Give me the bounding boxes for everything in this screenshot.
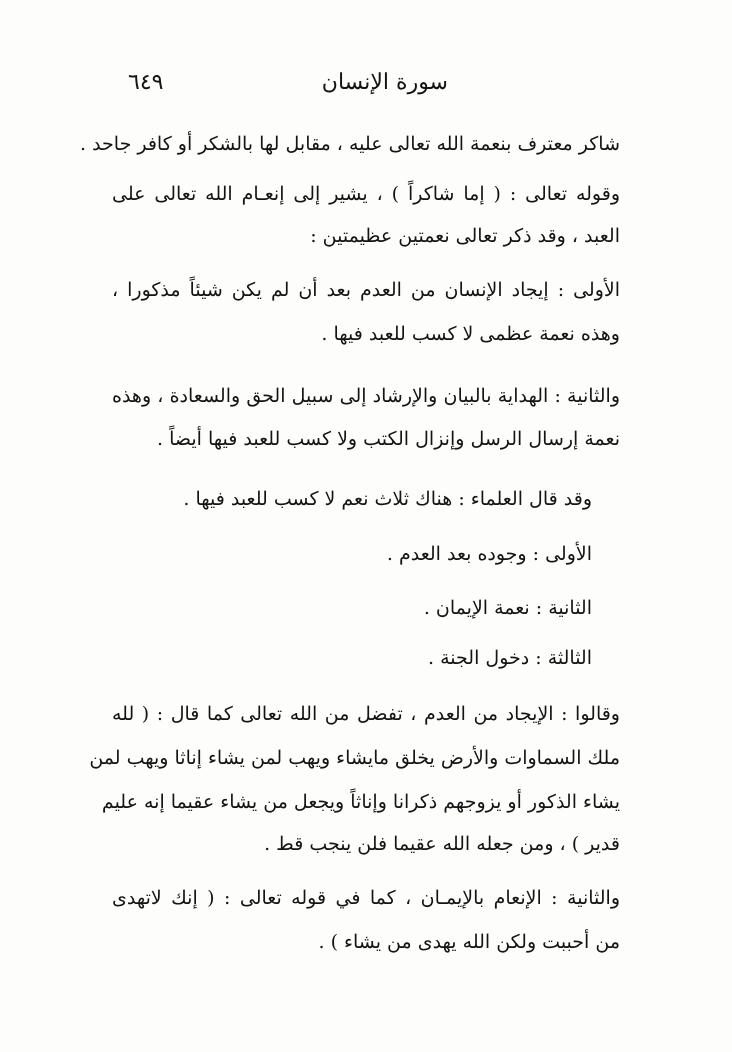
text-line-6: والثانية : الهداية بالبيان والإرشاد إلى سبيل الحق والسعادة ، وهذه: [112, 385, 620, 407]
text-line-14: يشاء الذكور أو يزوجهم ذكرانا وإناثاً ويجعل من يشاء عقيما إنه عليم: [101, 791, 620, 813]
list-item-first: الأولى : وجوده بعد العدم .: [386, 543, 592, 565]
text-line-17: من أحببت ولكن الله يهدى من يشاء ) .: [318, 931, 620, 953]
surah-title: سورة الإنسان: [321, 70, 448, 95]
text-line-13: ملك السماوات والأرض يخلق مايشاء ويهب لمن يشاء إناثا ويهب لمن: [89, 747, 620, 769]
text-line-3: العبد ، وقد ذكر تعالى نعمتين عظيمتين :: [310, 225, 620, 247]
text-line-12: وقالوا : الإيجاد من العدم ، تفضل من الله تعالى كما قال : ( لله: [112, 703, 620, 725]
page-number: ٦٤٩: [128, 70, 164, 95]
list-item-third: الثالثة : دخول الجنة .: [428, 647, 592, 669]
text-line-5: وهذه نعمة عظمى لا كسب للعبد فيها .: [321, 323, 620, 345]
text-line-8: وقد قال العلماء : هناك ثلاث نعم لا كسب للعبد فيها .: [183, 488, 592, 510]
text-line-4: الأولى : إيجاد الإنسان من العدم بعد أن لم يكن شيئاً مذكورا ،: [112, 279, 620, 301]
list-item-second: الثانية : نعمة الإيمان .: [423, 597, 592, 619]
text-line-15: قدير ) ، ومن جعله الله عقيما فلن ينجب قط .: [264, 833, 620, 855]
page-header: [100, 66, 630, 106]
text-line-16: والثانية : الإنعام بالإيمـان ، كما في قوله تعالى : ( إنك لاتهدى: [112, 887, 620, 909]
text-line-7: نعمة إرسال الرسل وإنزال الكتب ولا كسب للعبد فيها أيضاً .: [157, 428, 620, 450]
text-line-2: وقوله تعالى : ( إما شاكراً ) ، يشير إلى إنعـام الله تعالى على: [112, 183, 620, 205]
text-line-1: شاكر معترف بنعمة الله تعالى عليه ، مقابل لها بالشكر أو كافر جاحد .: [80, 133, 620, 155]
